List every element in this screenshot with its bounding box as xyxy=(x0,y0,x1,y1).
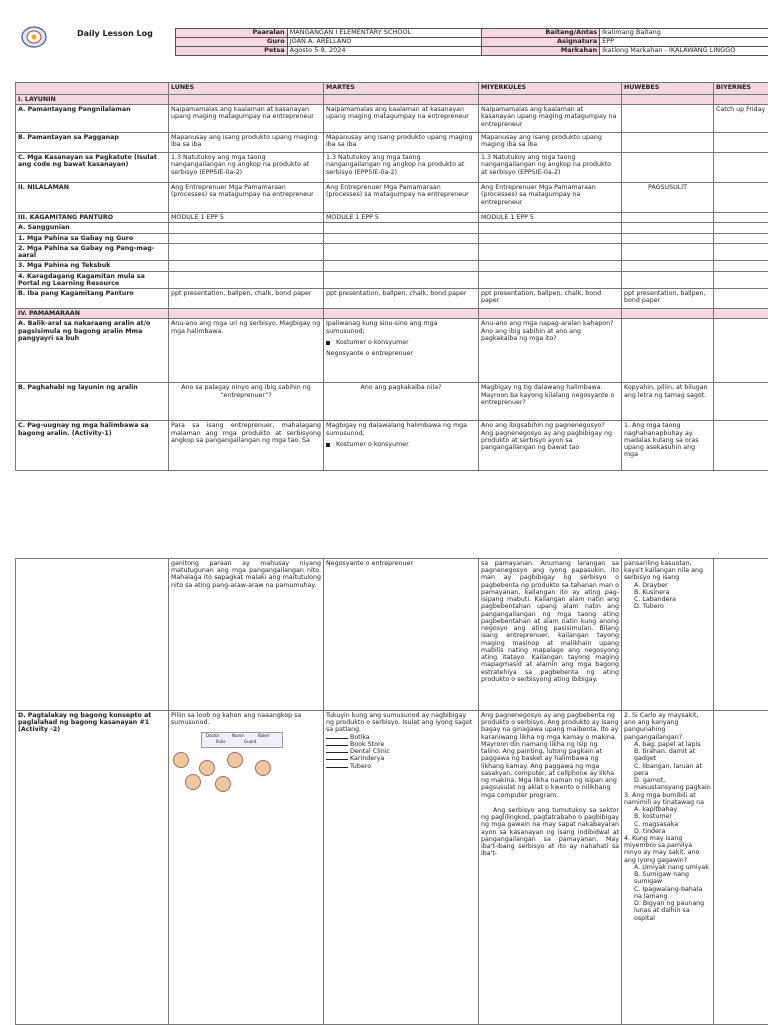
day-martes: MARTES xyxy=(324,83,479,95)
cell-text: Ano ang pagkakaiba nila? xyxy=(324,383,479,421)
cell-text: Magbigay ng dalawalang halimbawa ng mga sumusunod; xyxy=(326,422,476,436)
box-word: Nurse xyxy=(232,734,244,739)
row-label: B. Pamantayan sa Pagganap xyxy=(16,133,169,153)
cell-text: Ang Entreprenuer Mga Pamamaraan (processes) sa matagumpay na entrepreneur xyxy=(169,183,324,213)
option-d: D. Tubero xyxy=(624,603,711,610)
box-word: Guard xyxy=(244,740,256,745)
cell-text: Ano ang ibigsabihin ng pagnenegosyo? Ang pagnenegosyo ay ang pagbibigay ng produkto at serbisyo ayon sa pangangailangan ng bawat tao xyxy=(479,421,622,471)
item-text: Karinderya xyxy=(350,755,384,762)
table-row xyxy=(16,105,768,133)
table-row xyxy=(16,421,768,471)
cell-text: MODULE 1 EPP 5 xyxy=(169,213,324,223)
row-label: D. Pagtalakay ng bagong konsepto at paglalahad ng bagong kasanayan #1 (Activity -2) xyxy=(16,711,169,1025)
cell-text: Mapanusay ang isang produkto upang maging iba sa iba xyxy=(324,133,479,153)
cell-text: 1.3 Natutukoy ang mga taong nangangailangan ng angkop na produkto at serbisyo (EPP5IE-0a-2) xyxy=(479,153,622,183)
table-row xyxy=(16,133,768,153)
cell-text: sa pamayanan. Anumang larangan sa pagnenegosyo ang iyong papasukin, ito man ay pagbibigay ng serbisyo o pagbebenta ng produkto sa tahanan man o pamayanan, kailangan ito ay ating pag-isipang mabuti. Kailangan alam natin ang pagbebentahan upang alam natin ang pangangailangan ng mga taong ating pagbebentahan at alam natin kung anong negosyo ang ating pasisimulan. Bilang isang entreprenuer, kailangan tayong maging masinop at malikhain upang mabilis nating mapalago ang negosyong ating itatayo. Kailangan tayong maging mapagmasid at alamin ang mga bagong estratehiya sa pagbebenta ng ating produkto o serbisyong ating ibibigay. xyxy=(479,559,622,711)
row-label: A. Sanggunian xyxy=(16,223,169,233)
table-row xyxy=(16,261,768,271)
cell-activity-2-miyerkules xyxy=(479,711,622,1025)
section-layunin xyxy=(16,95,768,105)
quiz-option: B. Sumigaw nang sumigaw xyxy=(624,871,711,885)
quiz-option: A. Umiyak nang umiyak xyxy=(624,864,711,871)
item-text: Botika xyxy=(350,734,370,741)
bullet-item xyxy=(326,339,476,346)
quiz-option: A. kapitbahay xyxy=(624,806,711,813)
row-label: B. Paghahabi ng layunin ng aralin xyxy=(16,383,169,421)
quiz-option: C. libangan, laruan at pera xyxy=(624,763,711,777)
cell-text: Ipaliwanag kung sinu-sino ang mga sumusunod; xyxy=(326,320,476,334)
quiz-question: 3. Ang mga bumibili at namimili ay tinatawag na xyxy=(624,792,711,806)
quiz-option: C. Ipagwalang-bahala na lamang xyxy=(624,886,711,900)
box-word: Baker xyxy=(258,734,269,739)
label-guro: Guro xyxy=(176,38,288,47)
list-item xyxy=(326,755,476,762)
section-label: I. LAYUNIN xyxy=(16,95,169,105)
cell-text: Naipamamalas ang kaalaman at kasanayan upang maging matagumpay na entrepreneur xyxy=(324,105,479,133)
label-paaralan: Paaralan xyxy=(176,29,288,38)
page-title: Daily Lesson Log xyxy=(77,29,153,38)
cell-text: Anu-ano ang mga napag-aralan kahapon? Ano ang ibig sabihin at ano ang pagkakaiba ng mga ito? xyxy=(479,319,622,383)
row-label: III. KAGAMITANG PANTURO xyxy=(16,213,169,223)
item-text: Dental Clinic xyxy=(350,748,390,755)
row-label: B. Iba pang Kagamitang Panturo xyxy=(16,289,169,309)
section-label: IV. PAMAMARAAN xyxy=(16,309,169,319)
lesson-log-table xyxy=(15,82,768,471)
cell-activity-2 xyxy=(169,711,324,1025)
doctor-figure-icon xyxy=(227,752,243,768)
box-word: Doctor xyxy=(206,734,219,739)
label-petsa: Petsa xyxy=(176,47,288,56)
option-a: A. Drayber xyxy=(624,582,711,589)
row-label: A. Balik-aral sa nakaraang aralin at/o pagsisimula ng bagong aralin Mma pangyayri sa buh xyxy=(16,319,169,383)
day-huwebes: HUWEBES xyxy=(622,83,714,95)
cell-balik-martes xyxy=(324,319,479,383)
bullet-text: Kostumer o konsyumer xyxy=(336,339,409,346)
cell-text: ppt presentation, ballpen, chalk, bond paper xyxy=(324,289,479,309)
quiz-option: B. tirahan, damit at gadget xyxy=(624,748,711,762)
header-info-table xyxy=(175,28,768,56)
vendor-figure-icon xyxy=(185,774,201,790)
cell-text: MODULE 1 EPP 5 xyxy=(479,213,622,223)
cell-text: Mapanusay ang isang produkto upang maging iba sa iba xyxy=(169,133,324,153)
cell-text: Negosyante o entreprenuer xyxy=(324,559,479,711)
cell-text: Naipamamalas ang kaalaman at kasanayan upang maging matagumpay na entrepreneur xyxy=(479,105,622,133)
list-item xyxy=(326,748,476,755)
quiz-option: D. gamot, masustansyang pagkain xyxy=(624,777,711,791)
cell-text: ppt presentation, ballpen, bond paper xyxy=(622,289,714,309)
cell-text: pansariling kasuotan, kaya't kailangan nila ang serbisyo ng isang xyxy=(624,560,711,582)
cell-text: Magbigay ng tig dalawang halimbawa. Mayroon ba kayong kilalang negosyante o entreprenuer? xyxy=(479,383,622,421)
row-label: 2. Mga Pahina sa Gabay ng Pang-mag-aaral xyxy=(16,243,169,260)
list-item xyxy=(326,741,476,748)
value-asignatura: EPP xyxy=(600,38,768,47)
cell-text: Naipamamalas ang kaalaman at kasanayan upang maging matagumpay na entrepreneur xyxy=(169,105,324,133)
cell-activity-2-martes xyxy=(324,711,479,1025)
word-box xyxy=(201,732,283,748)
table-row xyxy=(16,213,768,223)
day-lunes: LUNES xyxy=(169,83,324,95)
corner-cell xyxy=(16,83,169,95)
value-paaralan: MANGANGAN I ELEMENTARY SCHOOL xyxy=(287,29,482,38)
table-row xyxy=(16,711,768,1025)
worker-figure-icon xyxy=(255,760,271,776)
quiz-option: D. tindera xyxy=(624,828,711,835)
cell-text: Tukuyin kung ang sumusunod ay nagbibigay ng produkto o serbisyo. Isulat ang iyong sagot sa patlang. xyxy=(326,712,476,734)
table-row xyxy=(16,383,768,421)
quiz-option: B. kostumer xyxy=(624,813,711,820)
label-baitang: Baitang/Antas xyxy=(482,29,600,38)
quiz-option: A. bag, papel at lapis xyxy=(624,741,711,748)
cell-text: MODULE 1 EPP 5 xyxy=(324,213,479,223)
cell-text: Ano sa palagay ninyo ang ibig sabihin ng “entreprenuer”? xyxy=(169,383,324,421)
cell-text: 1.3 Natutukoy ang mga taong nangangailangan ng angkop na produkto at serbisyo (EPP5IE-0a-2) xyxy=(169,153,324,183)
section-pamamaraan xyxy=(16,309,768,319)
label-asignatura: Asignatura xyxy=(482,38,600,47)
cell-text: Ang serbisyo ang tumutukoy sa sektor ng paglilingkod, pagtatrabaho o pagbibigay ng mga gawain na may sapat nakabayaran ayon sa kasanayan ng isang indibidwal at pangangailangan sa pamayanan. May iba't-ibang serbisyo at ito ay nahahati sa iba't- xyxy=(481,807,619,858)
row-label: A. Pamantayang Pangnilalaman xyxy=(16,105,169,133)
row-label xyxy=(16,559,169,711)
row-label: 4. Karagdagang Kagamitan mula sa Portal ng Learning Resource xyxy=(16,271,169,288)
table-row xyxy=(16,183,768,213)
row-label: C. Mga Kasanayan sa Pagkatuto (Isulat ang code ng bawat kasanayan) xyxy=(16,153,169,183)
table-row xyxy=(16,243,768,260)
square-bullet-icon xyxy=(326,341,330,345)
cell-quiz-continued xyxy=(622,559,714,711)
cell-text: Ang pagnenegosyo ay ang pagbebenta ng produkto o serbisyo. Ang produkto ay isang bagay na ginagawa upang maibenta. Ito ay karaniwang likha ng mga kamay o makina. Mayroon din namang likha ng isip ng talino. Ang painting, lutong pagkain at paggawa ng basket ay halimbawa ng likhang kamay. Ang paggawa ng mga sasakyan, computer, at cellphone ay likha ng makina. Mga likha naman ng isipan ang pagsusulat ng aklat o kwento o nilikhang mga computer program. xyxy=(481,712,619,799)
cell-pagu-martes xyxy=(324,421,479,471)
value-markahan: Ikatlong Markahan - IKALAWANG LINGGO xyxy=(600,47,768,56)
day-miyerkules: MIYERKULES xyxy=(479,83,622,95)
cell-text: Negosyante o entreprenuer xyxy=(326,350,476,357)
table-row xyxy=(16,153,768,183)
cell-text: Mapanusay ang isang produkto upang maging iba sa iba xyxy=(479,133,622,153)
cell-text: Ang Entreprenuer Mga Pamamaraan (processes) sa matagumpay na entrepreneur xyxy=(324,183,479,213)
cell-text: Piliin sa loob ng kahon ang naaangkop sa sumusunod. xyxy=(171,712,321,726)
cell-pagsusulit: PAGSUSULIT xyxy=(622,183,714,213)
cell-text: Kopyahin, piliin, at bilugan ang letra ng tamag sagot. xyxy=(622,383,714,421)
table-row xyxy=(16,559,768,711)
day-header-row xyxy=(16,83,768,95)
table-row xyxy=(16,233,768,243)
item-text: Tubero xyxy=(350,763,371,770)
cell-quiz-questions xyxy=(622,711,714,1025)
quiz-option: C. magsasaka xyxy=(624,821,711,828)
row-label: II. NILALAMAN xyxy=(16,183,169,213)
option-c: C. Labandera xyxy=(624,596,711,603)
quiz-option: D. Bigyan ng paunang lunas at dalhin sa ospital xyxy=(624,900,711,922)
bullet-text: Kostumer o konsyumer xyxy=(336,441,409,448)
row-label: C. Pag-uugnay ng mga halimbawa sa bagong aralin. (Activity-1) xyxy=(16,421,169,471)
cell-text: ganitong paraan ay mahusay niyang matutugunan ang mga pangangailangan nito. Mahalaga ito sapagkat malaki ang maitutulong nito sa ating pang-araw-araw na pamumuhay. xyxy=(169,559,324,711)
value-guro: JOAN A. ARELLANO xyxy=(287,38,482,47)
day-biyernes: BIYERNES xyxy=(714,83,768,95)
label-markahan: Markahan xyxy=(482,47,600,56)
box-word: Pulis xyxy=(216,740,225,745)
catch-up-friday: Catch up Friday xyxy=(714,105,768,133)
table-row xyxy=(16,289,768,309)
deped-seal-icon xyxy=(21,26,47,48)
quiz-question: 2. Si Carlo ay maysakit, ano ang kanyang pangunahing pangangailangan? xyxy=(624,712,711,741)
lesson-log-continuation-table xyxy=(15,558,768,1025)
cell-text: ppt presentation, ballpen, chalk, bond paper xyxy=(479,289,622,309)
cell-text: 1.3 Natutukoy ang mga taong nangangailangan ng angkop na produkto at serbisyo (EPP5IE-0a-2) xyxy=(324,153,479,183)
item-text: Book Store xyxy=(350,741,384,748)
option-b: B. Kusinera xyxy=(624,589,711,596)
cell-text: Anu-ano ang mga uri ng serbisyo. Magbigay ng mga halimbawa. xyxy=(169,319,324,383)
table-row xyxy=(16,223,768,233)
teacher-figure-icon xyxy=(199,760,215,776)
chef-figure-icon xyxy=(173,752,189,768)
driver-figure-icon xyxy=(215,776,231,792)
list-item xyxy=(326,763,476,770)
cell-text: ppt presentation, ballpen, chalk, bond paper xyxy=(169,289,324,309)
list-item xyxy=(326,734,476,741)
table-row xyxy=(16,319,768,383)
row-label: 3. Mga Pahina ng Teksbuk xyxy=(16,261,169,271)
quiz-question: 4. Kung may isang miyembro sa pamilya ninyo ay may sakit, ano ang iyong gagawin? xyxy=(624,835,711,864)
bullet-item xyxy=(326,441,476,448)
value-baitang: Ikalimang Baitang xyxy=(600,29,768,38)
row-label: 1. Mga Pahina sa Gabay ng Guro xyxy=(16,233,169,243)
occupations-illustration xyxy=(171,730,281,792)
cell-text: Para sa isang entreprenuer, mahalagang malaman ang mga produkto at serbisyong angkop sa pangangailangan ng mga tao. Sa xyxy=(169,421,324,471)
cell-text: 1. Ang mga taong naghahanapbuhay ay madalas kulang sa oras upang asekasuhin ang mga xyxy=(622,421,714,471)
table-row xyxy=(16,271,768,288)
square-bullet-icon xyxy=(326,443,330,447)
value-petsa: Agosto 5-9, 2024 xyxy=(287,47,482,56)
cell-text: Ang Entreprenuer Mga Pamamaraan (processes) sa matagumpay na entrepreneur xyxy=(479,183,622,213)
